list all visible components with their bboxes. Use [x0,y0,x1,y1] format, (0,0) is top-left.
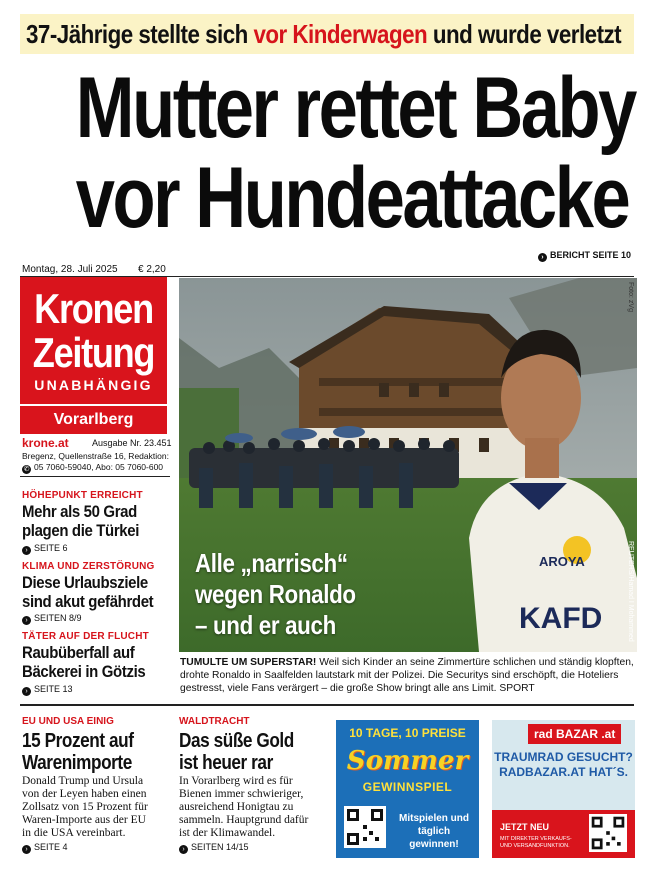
side-story-2-headline-2[interactable]: sind akut gefährdet [22,592,154,611]
bottom-mid-body-2: Bienen immer schwieriger, [179,788,304,800]
bottom-mid-body-5: ist der Klimawandel. [179,827,276,839]
bottom-left-body-3: Zollsatz von 15 Prozent für [22,801,148,813]
caption-lead: TUMULTE UM SUPERSTAR! [180,657,317,668]
photo-caption [180,656,638,695]
bottom-left-body-4: Waren-Importe aus der EU [22,814,146,826]
overlay-line-1: Alle „narrisch“ [195,548,348,578]
bottom-left-body-2: von der Leyen haben einen [22,788,147,800]
arrow-icon: › [22,616,31,625]
side-story-1-page-label: SEITE 6 [34,543,68,553]
side-story-3-headline-2[interactable]: Bäckerei in Götzis [22,662,146,681]
bottom-mid-tag: WALDTRACHT [179,716,250,727]
side-story-3-page-label: SEITE 13 [34,684,73,694]
headline-line-2[interactable]: vor Hundeattacke [75,150,629,246]
arrow-icon: › [22,687,31,696]
phone-icon: ✆ [23,466,30,473]
logo-region: Vorarlberg [20,404,167,434]
kicker-highlight: vor Kinderwagen [253,19,428,49]
side-story-1-page[interactable] [22,543,68,555]
sommer-gewinnspiel-ad[interactable] [336,720,479,858]
masthead-logo[interactable] [20,277,167,434]
shirt-sponsor: AROYA [539,554,585,569]
arrow-icon: › [22,546,31,555]
ad2-jetzt-neu: JETZT NEU [500,822,550,832]
bottom-mid-headline[interactable]: Das süße Gold [179,730,294,752]
qr-code-icon[interactable] [589,814,627,852]
phone-text: 05 7060-59040, Abo: 05 7060-600 [34,462,164,472]
logo-tagline: UNABHÄNGIG [34,377,153,393]
side-story-2-page-label: SEITEN 8/9 [34,613,82,623]
side-story-1-tag: HÖHEPUNKT ERREICHT [22,490,143,501]
bottom-left-body-1: Donald Trump und Ursula [22,775,144,787]
ad2-headline: TRAUMRAD GESUCHT? RADBAZAR.AT HAT´S. [494,750,633,779]
side-story-3-headline[interactable]: Raubüberfall auf [22,643,135,662]
photo-overlay-headline[interactable] [195,548,356,641]
bottom-mid-body-3: ausreichend Honigtau zu [179,801,294,813]
bottom-left-headline[interactable]: 15 Prozent auf [22,730,134,752]
divider [20,704,634,706]
bottom-mid-headline-2[interactable]: ist heuer rar [179,752,273,774]
arrow-icon: › [538,253,547,262]
bottom-mid-page-label: SEITEN 14/15 [191,842,249,852]
ad1-gewinnspiel-label: GEWINNSPIEL [362,780,453,794]
radbazar-logo: rad BAZAR .at [528,724,621,744]
photo-credit-top: Foto: zVg [627,282,634,312]
kicker-text-end: und wurde verletzt [427,19,622,49]
bottom-left-tag: EU UND USA EINIG [22,716,114,727]
bottom-left-body-5: in die USA vereinbart. [22,827,126,839]
address-line: Bregenz, Quellenstraße 16, Redaktion: [22,451,169,461]
bericht-link[interactable] [538,250,631,262]
bericht-label: BERICHT SEITE 10 [549,250,631,260]
bottom-left-page-label: SEITE 4 [34,842,68,852]
kicker-text: 37-Jährige stellte sich [26,19,254,49]
ad1-sommer-logo: Sommer [346,746,469,776]
bottom-mid-body-1: In Vorarlberg wird es für [179,775,293,787]
ad1-call-to-action: Mitspielen und täglich gewinnen! [399,813,469,850]
overlay-line-3: – und er auch [195,610,336,640]
bottom-left-headline-2[interactable]: Warenimporte [22,752,132,774]
logo-line-1: Kronen [34,285,153,332]
side-story-1-headline-2[interactable]: plagen die Türkei [22,521,140,540]
logo-line-2: Zeitung [32,329,155,376]
lead-photo[interactable] [179,278,637,652]
issue-date: Montag, 28. Juli 2025 [22,264,118,275]
side-story-2-tag: KLIMA UND ZERSTÖRUNG [22,561,155,572]
arrow-icon: › [22,845,31,854]
side-story-1-headline[interactable]: Mehr als 50 Grad [22,502,137,521]
side-story-3-page[interactable] [22,684,73,696]
krone-url-link[interactable]: krone.at [22,436,69,450]
kicker-line [26,16,621,52]
radbazar-ad[interactable] [492,720,635,858]
shirt-text: KAFD [519,602,603,635]
ad2-subtext: MIT DIREKTER VERKAUFS- UND VERSANDFUNKTION. [500,836,572,849]
bottom-left-page[interactable] [22,842,68,854]
divider [20,476,170,477]
issue-price: € 2,20 [138,264,166,275]
side-story-2-headline[interactable]: Diese Urlaubsziele [22,573,148,592]
overlay-line-2: wegen Ronaldo [195,579,356,609]
bottom-mid-body-4: sammeln. Hauptgrund dafür [179,814,309,826]
side-story-2-page[interactable] [22,613,82,625]
side-story-3-tag: TÄTER AUF DER FLUCHT [22,631,149,642]
ausgabe-number: Ausgabe Nr. 23.451 [92,438,172,448]
ad1-top-text: 10 TAGE, 10 PREISE [349,726,466,740]
bottom-mid-page[interactable] [179,842,249,854]
phone-line [22,462,172,474]
arrow-icon: › [179,845,188,854]
caption-text: Weil sich Kinder an seine Zimmertüre schlichen und ständig klopften, drohte Ronaldo in Saalfelden lautstark mit der Polizei. Die Securitys sind erschöpft, die Hoteliers gestresst, viele Fans verärgert – die große Show bringt alle ans Limit. SPORT [180,657,634,694]
headline-line-1[interactable]: Mutter rettet Baby [75,60,635,156]
photo-credit-bottom: REUTERS/Hamad I Mohammed [627,541,634,642]
qr-code-icon[interactable] [344,806,386,848]
